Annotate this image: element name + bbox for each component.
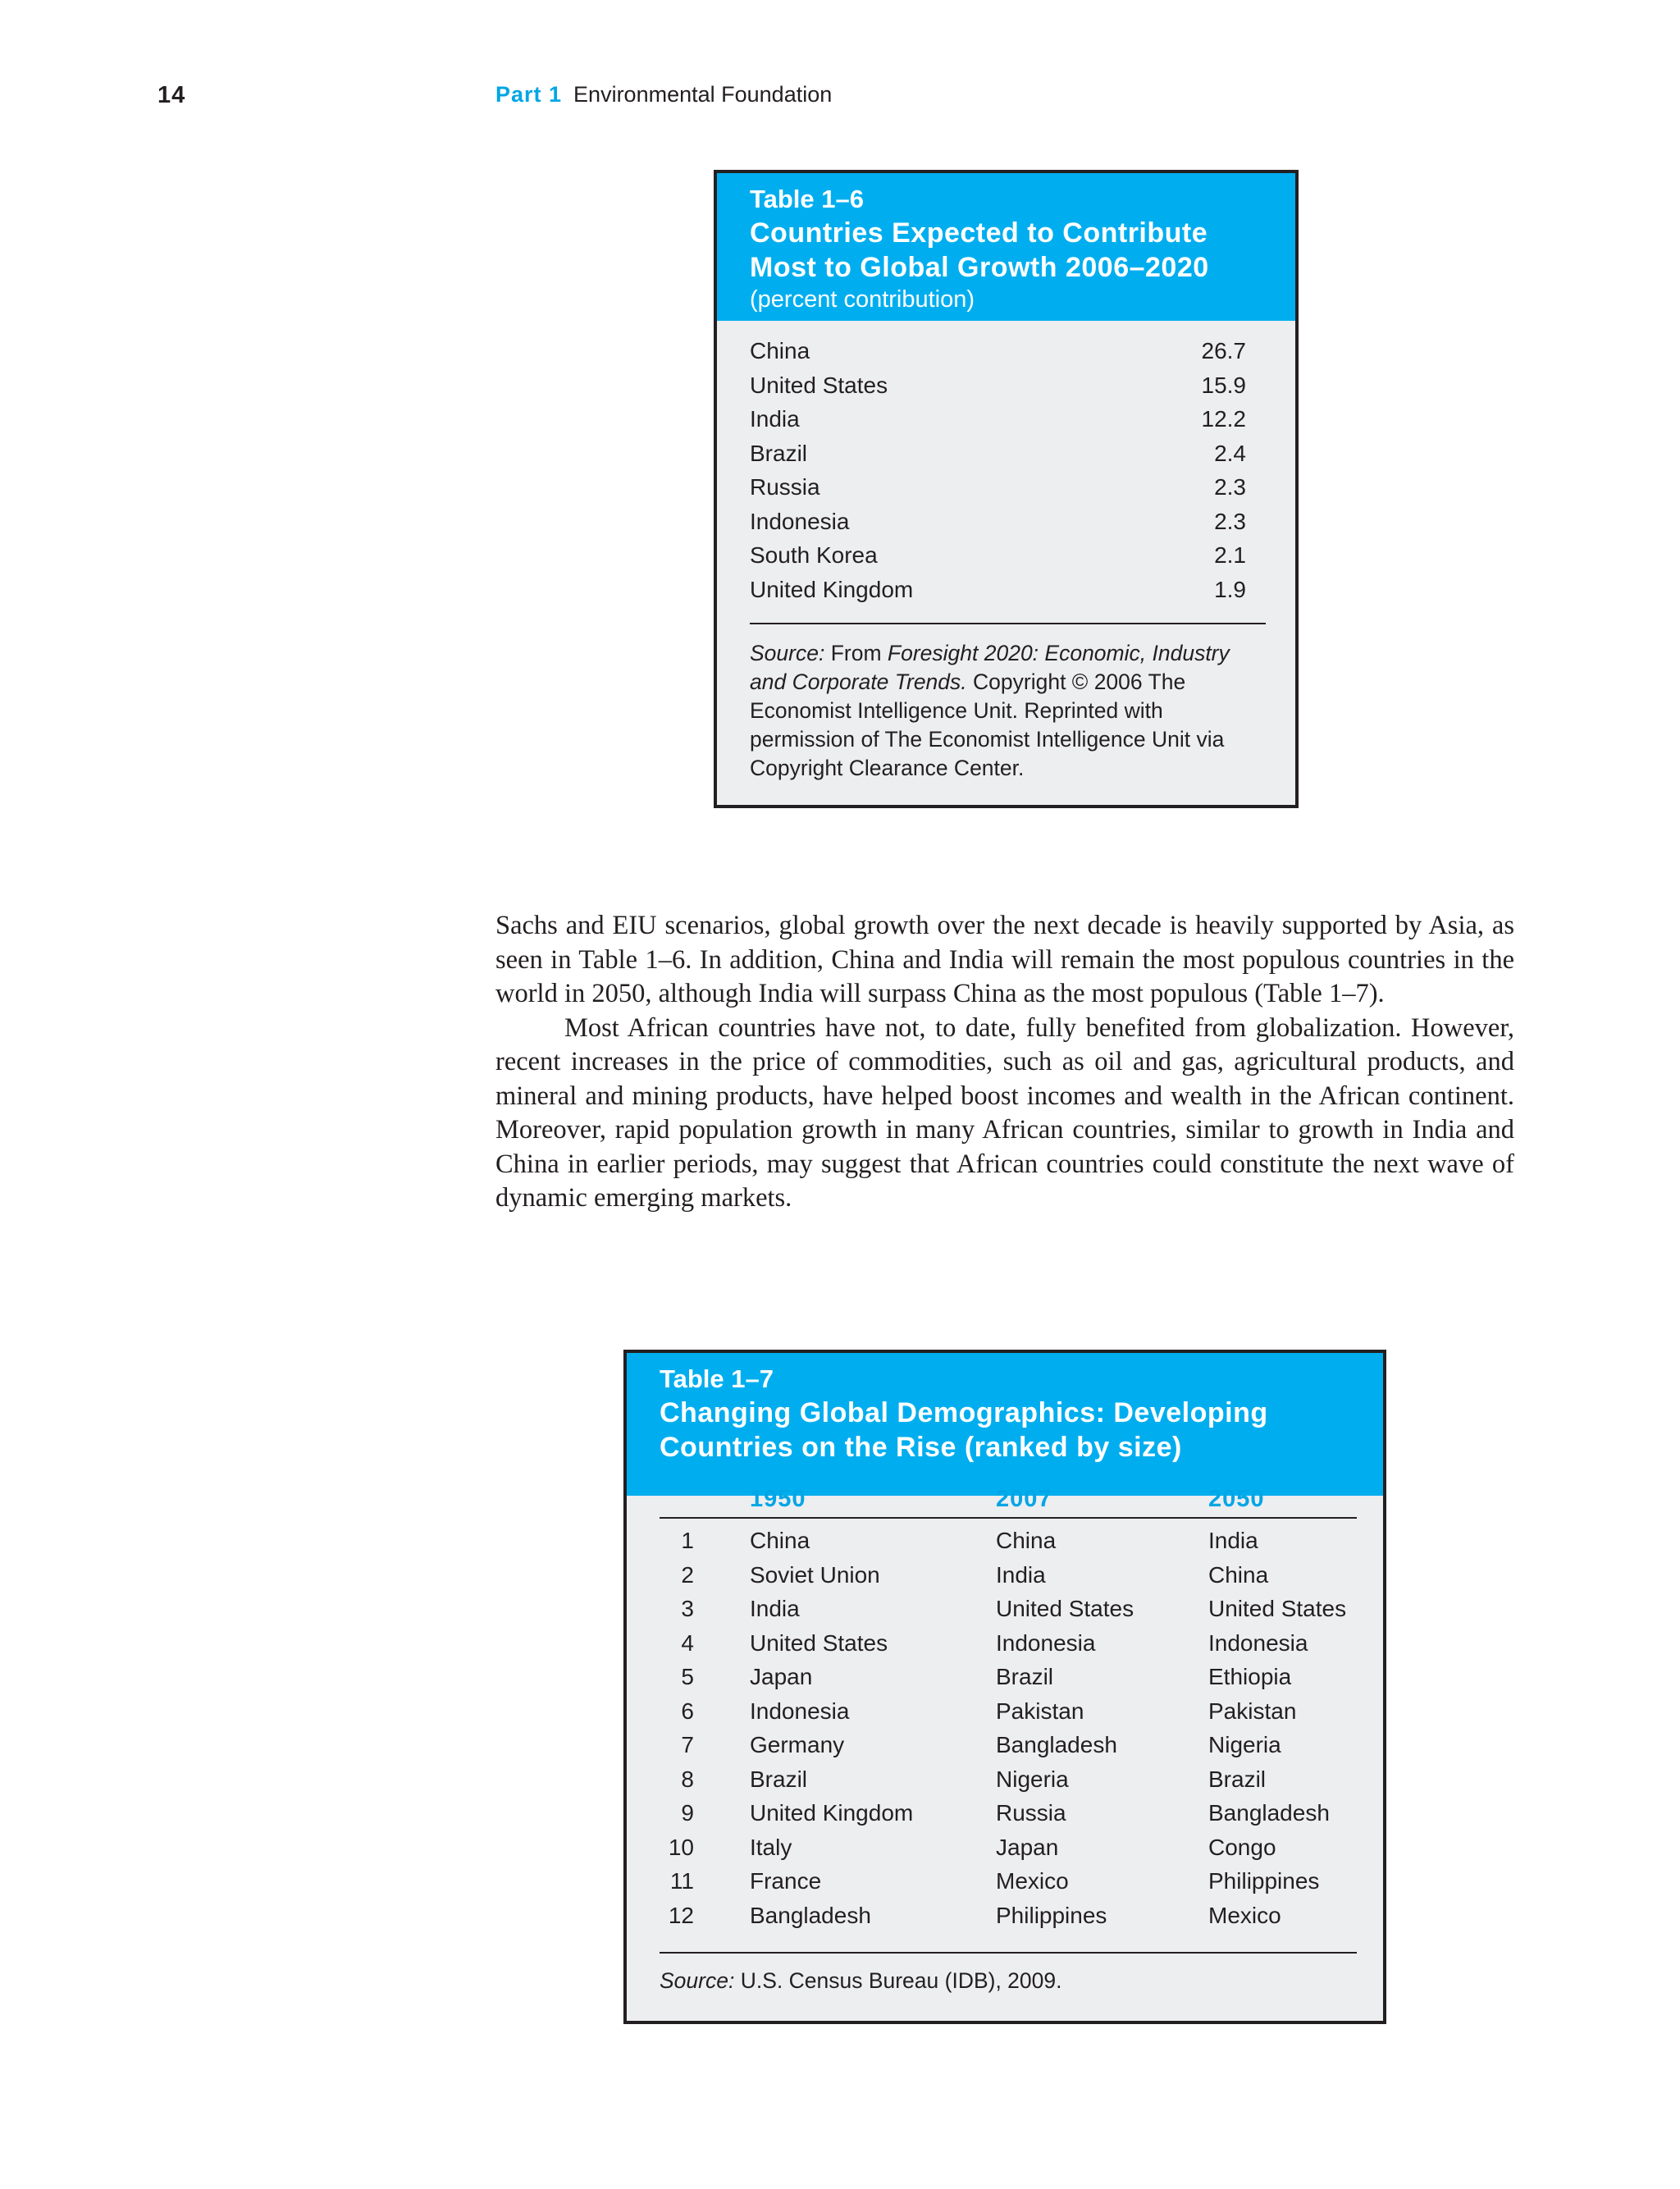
cell-1950: United States bbox=[750, 1629, 888, 1656]
source-title: Foresight 2020: Economic, Industry and Corporate Trends. bbox=[750, 641, 1230, 694]
rank-cell: 4 bbox=[681, 1629, 694, 1656]
column-header-2007: 2007 bbox=[996, 1486, 1052, 1512]
part-label: Part 1 bbox=[495, 82, 563, 107]
cell-1950: Germany bbox=[750, 1732, 845, 1757]
country-cell: Indonesia bbox=[750, 508, 850, 534]
table-row bbox=[750, 402, 1246, 436]
rank-cell: 6 bbox=[681, 1698, 694, 1724]
table-row bbox=[750, 470, 1246, 505]
table-subtitle: (percent contribution) bbox=[750, 286, 975, 313]
rank-cell: 1 bbox=[681, 1528, 694, 1553]
cell-1950: India bbox=[750, 1596, 800, 1621]
table-source bbox=[660, 1968, 1062, 1994]
table-row bbox=[627, 1728, 1383, 1762]
source-text: U.S. Census Bureau (IDB), 2009. bbox=[740, 1968, 1062, 1993]
cell-2050: Philippines bbox=[1208, 1868, 1320, 1894]
cell-2007: Japan bbox=[996, 1834, 1059, 1860]
table-title-line-2: Countries on the Rise (ranked by size) bbox=[660, 1432, 1182, 1463]
table-row bbox=[627, 1558, 1383, 1593]
value-cell: 2.3 bbox=[1214, 474, 1246, 500]
cell-2050: Mexico bbox=[1208, 1902, 1281, 1928]
column-header-2050: 2050 bbox=[1208, 1486, 1265, 1512]
table-source bbox=[750, 639, 1262, 783]
table-title-line-1: Countries Expected to Contribute bbox=[750, 217, 1208, 249]
cell-1950: Japan bbox=[750, 1664, 813, 1689]
divider bbox=[750, 623, 1266, 624]
country-cell: United States bbox=[750, 372, 888, 398]
cell-2007: China bbox=[996, 1528, 1057, 1553]
section-title: Environmental Foundation bbox=[573, 82, 833, 107]
value-cell: 2.3 bbox=[1214, 508, 1246, 534]
cell-2050: United States bbox=[1208, 1596, 1347, 1621]
table-row bbox=[750, 436, 1246, 471]
cell-2050: Brazil bbox=[1208, 1766, 1267, 1792]
column-header-1950: 1950 bbox=[750, 1486, 806, 1512]
rank-cell: 11 bbox=[669, 1868, 694, 1894]
cell-2050: China bbox=[1208, 1561, 1269, 1588]
rank-cell: 8 bbox=[681, 1766, 694, 1792]
cell-2007: Pakistan bbox=[996, 1698, 1084, 1724]
header-rule bbox=[660, 1517, 1357, 1519]
cell-2050: Pakistan bbox=[1208, 1698, 1297, 1724]
cell-2050: Nigeria bbox=[1208, 1732, 1281, 1757]
body-text bbox=[495, 909, 1514, 1216]
table-row bbox=[627, 1762, 1383, 1797]
cell-2050: Ethiopia bbox=[1208, 1664, 1292, 1689]
source-text-2: Copyright © 2006 The Economist Intelligence Unit. Reprinted with permission of The Economist Intelligence Unit via Copyright Clearance Center. bbox=[750, 669, 1225, 780]
cell-2050: Indonesia bbox=[1208, 1629, 1308, 1656]
running-head bbox=[495, 82, 832, 107]
value-cell: 1.9 bbox=[1214, 576, 1246, 602]
cell-1950: China bbox=[750, 1528, 810, 1553]
country-cell: India bbox=[750, 406, 800, 432]
rank-cell: 5 bbox=[681, 1664, 694, 1689]
source-label: Source: bbox=[660, 1968, 735, 1993]
cell-2007: Indonesia bbox=[996, 1629, 1096, 1656]
cell-2007: India bbox=[996, 1561, 1046, 1588]
cell-2007: Nigeria bbox=[996, 1766, 1069, 1792]
paragraph: Sachs and EIU scenarios, global growth over the next decade is heavily supported by Asia, as seen in Table 1–6. In addition, China and India will remain the most populous countries in the world in 2050, although India will surpass China as the most populous (Table 1–7). bbox=[495, 911, 1514, 1008]
value-cell: 15.9 bbox=[1201, 372, 1246, 398]
cell-2007: Philippines bbox=[996, 1902, 1107, 1928]
country-cell: Russia bbox=[750, 474, 820, 500]
rank-cell: 7 bbox=[681, 1732, 694, 1757]
divider bbox=[660, 1952, 1357, 1954]
table-header bbox=[717, 173, 1295, 321]
country-cell: Brazil bbox=[750, 440, 808, 466]
table-row bbox=[627, 1796, 1383, 1830]
country-cell: South Korea bbox=[750, 542, 878, 568]
table-label: Table 1–6 bbox=[750, 185, 865, 213]
cell-1950: Bangladesh bbox=[750, 1902, 871, 1928]
table-row bbox=[627, 1830, 1383, 1865]
cell-2050: Congo bbox=[1208, 1834, 1276, 1860]
value-cell: 12.2 bbox=[1201, 406, 1246, 432]
cell-1950: Indonesia bbox=[750, 1698, 850, 1724]
table-row bbox=[750, 334, 1246, 368]
value-cell: 2.4 bbox=[1214, 440, 1246, 466]
table-row bbox=[750, 573, 1246, 607]
table-row bbox=[627, 1864, 1383, 1899]
table-row bbox=[627, 1592, 1383, 1626]
table-row bbox=[750, 538, 1246, 573]
cell-2050: Bangladesh bbox=[1208, 1800, 1330, 1826]
table-title-line-1: Changing Global Demographics: Developing bbox=[660, 1397, 1268, 1428]
table-row bbox=[627, 1524, 1383, 1558]
table-header bbox=[627, 1353, 1383, 1496]
source-text-1: From bbox=[830, 641, 882, 665]
source-label: Source: bbox=[750, 641, 825, 665]
cell-1950: United Kingdom bbox=[750, 1800, 914, 1826]
value-cell: 26.7 bbox=[1201, 338, 1246, 363]
table-1-7 bbox=[623, 1350, 1386, 2024]
table-1-6 bbox=[714, 170, 1299, 808]
table-label: Table 1–7 bbox=[660, 1364, 774, 1393]
table-rows bbox=[627, 1524, 1383, 1932]
country-cell: China bbox=[750, 338, 810, 363]
page-number: 14 bbox=[158, 82, 186, 108]
cell-2050: India bbox=[1208, 1528, 1258, 1553]
cell-2007: Mexico bbox=[996, 1868, 1069, 1894]
table-row bbox=[627, 1626, 1383, 1661]
table-title-line-2: Most to Global Growth 2006–2020 bbox=[750, 252, 1209, 283]
table-row bbox=[627, 1660, 1383, 1694]
table-row bbox=[750, 505, 1246, 539]
cell-1950: Brazil bbox=[750, 1766, 808, 1792]
table-row bbox=[627, 1694, 1383, 1729]
cell-2007: Bangladesh bbox=[996, 1732, 1117, 1757]
cell-1950: Italy bbox=[750, 1834, 792, 1860]
rank-cell: 12 bbox=[668, 1902, 694, 1928]
rank-cell: 10 bbox=[668, 1834, 694, 1860]
cell-1950: Soviet Union bbox=[750, 1561, 880, 1588]
value-cell: 2.1 bbox=[1214, 542, 1246, 568]
rank-cell: 3 bbox=[681, 1596, 694, 1621]
table-rows bbox=[750, 334, 1246, 606]
table-row bbox=[627, 1899, 1383, 1933]
table-row bbox=[750, 368, 1246, 403]
cell-2007: Brazil bbox=[996, 1664, 1054, 1689]
rank-cell: 9 bbox=[681, 1800, 694, 1826]
cell-2007: United States bbox=[996, 1596, 1134, 1621]
cell-2007: Russia bbox=[996, 1800, 1066, 1826]
rank-cell: 2 bbox=[681, 1561, 694, 1588]
paragraph: Most African countries have not, to date, fully benefited from globalization. However, recent increases in the price of commodities, such as oil and gas, agricultural products, and mineral and mining products, have helped boost incomes and wealth in the African continent. Moreover, rapid population growth in many African countries, similar to growth in India and China in earlier periods, may suggest that African countries could constitute the next wave of dynamic emerging markets. bbox=[495, 1012, 1514, 1213]
cell-1950: France bbox=[750, 1868, 822, 1894]
country-cell: United Kingdom bbox=[750, 576, 914, 602]
